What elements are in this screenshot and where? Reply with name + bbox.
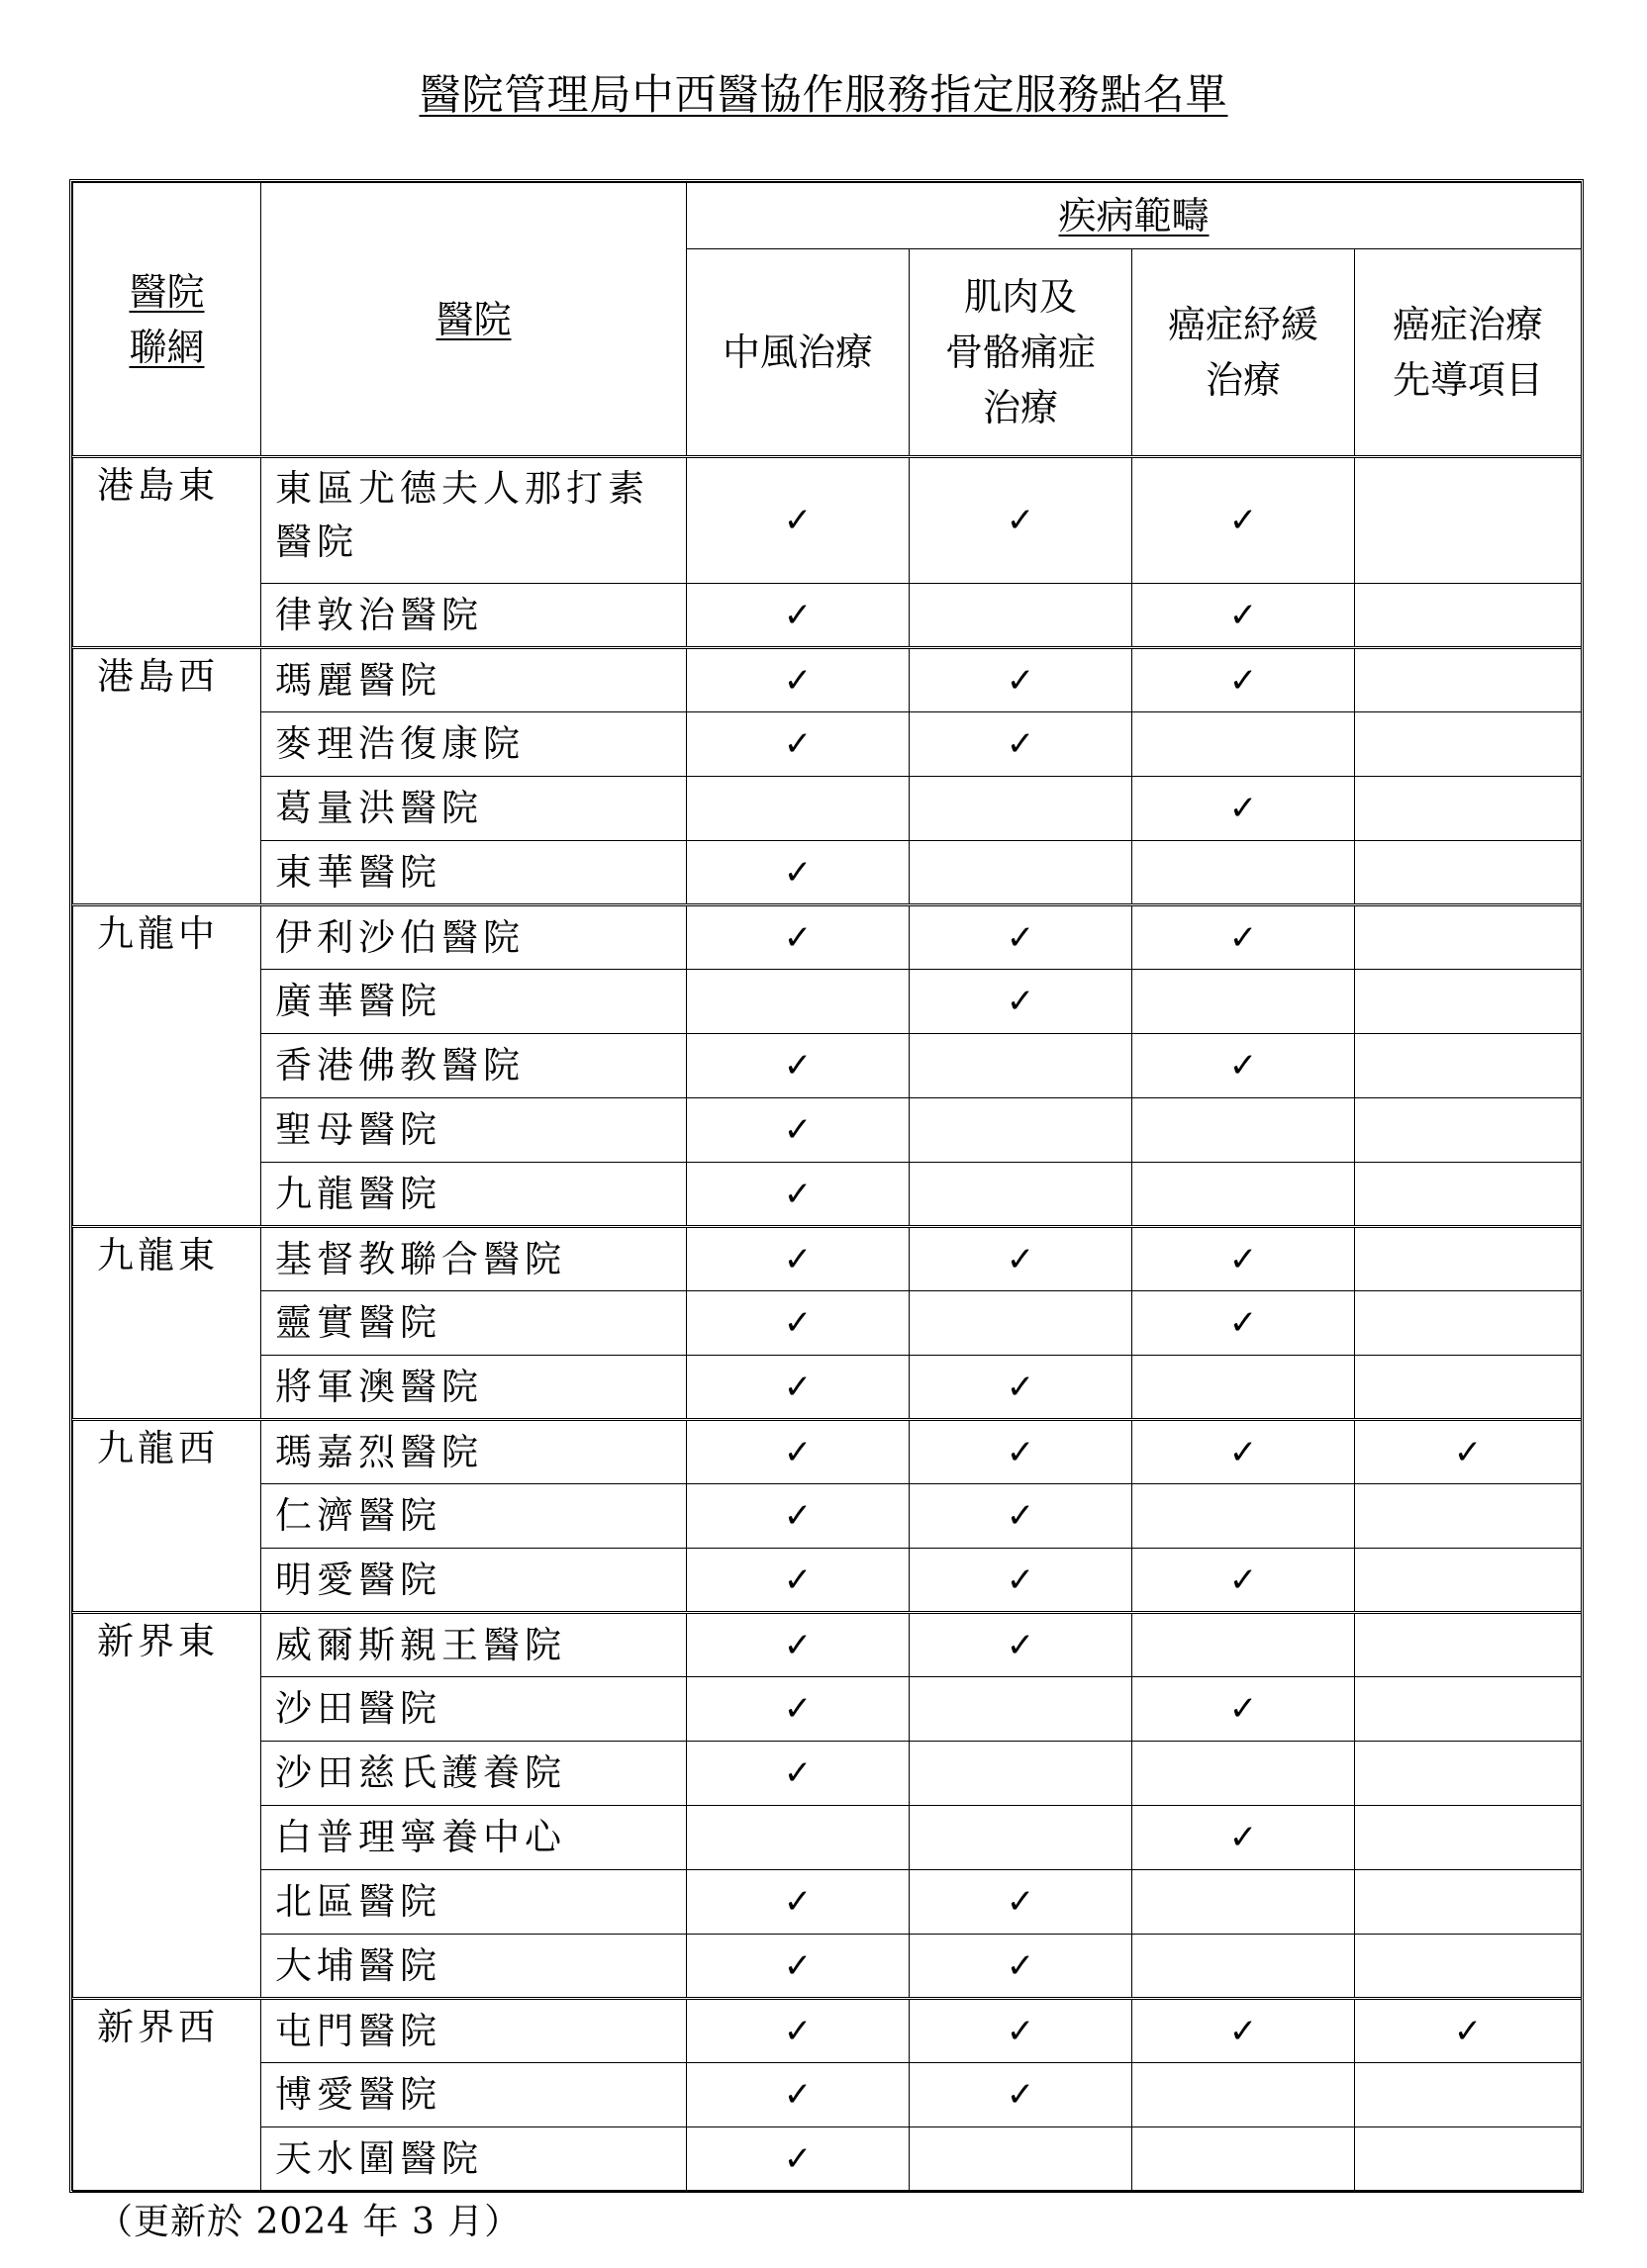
checkmark-icon: ✓ — [783, 1110, 813, 1150]
service-cell — [1355, 1677, 1582, 1742]
service-cell — [1355, 777, 1582, 841]
service-cell — [1132, 584, 1355, 648]
checkmark-icon: ✓ — [1228, 1046, 1258, 1086]
service-cell — [1355, 1098, 1582, 1163]
service-cell — [1132, 648, 1355, 712]
checkmark-icon: ✓ — [783, 724, 813, 764]
hospital-name: 東華醫院 — [261, 841, 687, 905]
checkmark-icon: ✓ — [783, 1882, 813, 1922]
service-cell — [1132, 1742, 1355, 1806]
hospital-name: 靈實醫院 — [261, 1291, 687, 1356]
service-cell — [687, 1291, 910, 1356]
service-cell — [1132, 970, 1355, 1034]
hospital-name: 大埔醫院 — [261, 1935, 687, 1999]
service-cell — [1132, 2127, 1355, 2192]
disease-scope-header: 疾病範疇 — [687, 183, 1582, 249]
service-cell — [910, 2127, 1132, 2192]
service-cell — [910, 777, 1132, 841]
checkmark-icon: ✓ — [783, 2011, 813, 2051]
checkmark-icon: ✓ — [1006, 724, 1035, 764]
checkmark-icon: ✓ — [783, 2075, 813, 2115]
checkmark-icon: ✓ — [1228, 1432, 1258, 1472]
checkmark-icon: ✓ — [1006, 1945, 1035, 1986]
service-cell — [1355, 905, 1582, 970]
hospital-name: 麥理浩復康院 — [261, 712, 687, 777]
stroke-treatment-header: 中風治療 — [687, 249, 910, 457]
checkmark-icon: ✓ — [1228, 1239, 1258, 1279]
table-row — [73, 905, 1582, 970]
checkmark-icon: ✓ — [1453, 1432, 1483, 1472]
network-column-header: 醫院 聯網 — [73, 183, 261, 457]
checkmark-icon: ✓ — [1228, 660, 1258, 701]
service-cell — [910, 1291, 1132, 1356]
checkmark-icon: ✓ — [783, 1367, 813, 1407]
checkmark-icon: ✓ — [1453, 2011, 1483, 2051]
table-row — [73, 1806, 1582, 1870]
hospital-name: 仁濟醫院 — [261, 1484, 687, 1549]
hospital-column-header: 醫院 — [261, 183, 687, 457]
checkmark-icon: ✓ — [1228, 1559, 1258, 1600]
service-cell — [1355, 457, 1582, 584]
service-cell — [1355, 1870, 1582, 1935]
checkmark-icon: ✓ — [1006, 501, 1035, 540]
hospital-name: 葛量洪醫院 — [261, 777, 687, 841]
checkmark-icon: ✓ — [1228, 595, 1258, 635]
service-cell — [1132, 2063, 1355, 2127]
table-row — [73, 1549, 1582, 1613]
service-cell — [1132, 777, 1355, 841]
hospital-name: 屯門醫院 — [261, 1999, 687, 2063]
service-cell — [687, 970, 910, 1034]
service-cell — [687, 777, 910, 841]
service-cell — [1355, 712, 1582, 777]
service-cell — [910, 648, 1132, 712]
musculoskeletal-pain-header: 肌肉及 骨骼痛症 治療 — [910, 249, 1132, 457]
hospital-name: 聖母醫院 — [261, 1098, 687, 1163]
service-cell — [1132, 1935, 1355, 1999]
service-cell — [687, 1806, 910, 1870]
checkmark-icon: ✓ — [783, 1559, 813, 1600]
service-cell — [1132, 1291, 1355, 1356]
service-cell — [687, 1677, 910, 1742]
service-cell — [1355, 1291, 1582, 1356]
table-row — [73, 1999, 1582, 2063]
service-cell — [910, 905, 1132, 970]
service-cell — [910, 1549, 1132, 1613]
service-cell — [910, 584, 1132, 648]
table-row — [73, 1484, 1582, 1549]
service-cell — [1355, 1613, 1582, 1677]
service-cell — [1132, 1484, 1355, 1549]
service-cell — [687, 1935, 910, 1999]
checkmark-icon: ✓ — [783, 1046, 813, 1086]
hospital-name: 廣華醫院 — [261, 970, 687, 1034]
hospital-name: 瑪麗醫院 — [261, 648, 687, 712]
network-name: 新界東 — [73, 1613, 261, 1999]
service-cell — [1355, 2127, 1582, 2192]
service-cell — [687, 1227, 910, 1291]
service-cell — [1132, 712, 1355, 777]
service-cell — [1355, 1935, 1582, 1999]
checkmark-icon: ✓ — [783, 660, 813, 701]
checkmark-icon: ✓ — [1006, 660, 1035, 701]
hospital-name: 沙田醫院 — [261, 1677, 687, 1742]
network-name: 港島西 — [73, 648, 261, 905]
service-cell — [1132, 1870, 1355, 1935]
service-cell — [1132, 1549, 1355, 1613]
hospital-name: 沙田慈氏護養院 — [261, 1742, 687, 1806]
hospital-name: 威爾斯親王醫院 — [261, 1613, 687, 1677]
service-cell — [1355, 1227, 1582, 1291]
service-cell — [687, 841, 910, 905]
network-name: 新界西 — [73, 1999, 261, 2192]
service-cell — [910, 1420, 1132, 1484]
service-cell — [1132, 841, 1355, 905]
checkmark-icon: ✓ — [1006, 1239, 1035, 1279]
service-cell — [910, 1870, 1132, 1935]
service-cell — [1355, 1549, 1582, 1613]
checkmark-icon: ✓ — [783, 1174, 813, 1214]
service-cell — [910, 457, 1132, 584]
service-cell — [687, 905, 910, 970]
service-cell — [1355, 1999, 1582, 2063]
table-row — [73, 777, 1582, 841]
service-cell — [1355, 1806, 1582, 1870]
service-cell — [687, 1420, 910, 1484]
checkmark-icon: ✓ — [1006, 1882, 1035, 1922]
table-row — [73, 1034, 1582, 1098]
table-row — [73, 841, 1582, 905]
table-row — [73, 1163, 1582, 1227]
cancer-palliative-header: 癌症紓緩 治療 — [1132, 249, 1355, 457]
table-row — [73, 1227, 1582, 1291]
page-title: 醫院管理局中西醫協作服務指定服務點名單 — [419, 70, 1228, 119]
service-cell — [910, 1613, 1132, 1677]
table-row — [73, 457, 1582, 584]
checkmark-icon: ✓ — [1006, 917, 1035, 958]
checkmark-icon: ✓ — [783, 1496, 813, 1536]
service-cell — [687, 712, 910, 777]
service-cell — [910, 1484, 1132, 1549]
checkmark-icon: ✓ — [1228, 917, 1258, 958]
table-row — [73, 1935, 1582, 1999]
checkmark-icon: ✓ — [1006, 2011, 1035, 2051]
service-cell — [687, 457, 910, 584]
checkmark-icon: ✓ — [783, 1432, 813, 1472]
hospital-name: 伊利沙伯醫院 — [261, 905, 687, 970]
service-cell — [1132, 1613, 1355, 1677]
service-cell — [910, 970, 1132, 1034]
service-cell — [687, 2127, 910, 2192]
table-row — [73, 2127, 1582, 2192]
service-cell — [910, 1742, 1132, 1806]
checkmark-icon: ✓ — [1006, 1496, 1035, 1536]
service-cell — [687, 1549, 910, 1613]
designated-service-points-table — [69, 179, 1584, 2193]
hospital-name: 律敦治醫院 — [261, 584, 687, 648]
network-name: 九龍東 — [73, 1227, 261, 1420]
service-cell — [687, 1870, 910, 1935]
service-cell — [1355, 970, 1582, 1034]
service-cell — [910, 1034, 1132, 1098]
hospital-name: 九龍醫院 — [261, 1163, 687, 1227]
service-cell — [1355, 2063, 1582, 2127]
service-cell — [1355, 648, 1582, 712]
service-cell — [687, 1742, 910, 1806]
table-row — [73, 1098, 1582, 1163]
checkmark-icon: ✓ — [1228, 2011, 1258, 2051]
service-cell — [687, 584, 910, 648]
service-cell — [910, 712, 1132, 777]
service-cell — [910, 1806, 1132, 1870]
checkmark-icon: ✓ — [783, 595, 813, 635]
checkmark-icon: ✓ — [1006, 1432, 1035, 1472]
hospital-name: 東區尤德夫人那打素醫院 — [261, 457, 687, 584]
service-cell — [1132, 1356, 1355, 1420]
checkmark-icon: ✓ — [783, 1625, 813, 1665]
hospital-name: 瑪嘉烈醫院 — [261, 1420, 687, 1484]
checkmark-icon: ✓ — [1006, 1559, 1035, 1600]
service-cell — [1355, 1742, 1582, 1806]
checkmark-icon: ✓ — [1006, 2075, 1035, 2115]
network-name: 九龍中 — [73, 905, 261, 1227]
service-cell — [1132, 1163, 1355, 1227]
table-row — [73, 584, 1582, 648]
checkmark-icon: ✓ — [1228, 789, 1258, 828]
service-cell — [1355, 1484, 1582, 1549]
hospital-name: 北區醫院 — [261, 1870, 687, 1935]
service-cell — [1355, 841, 1582, 905]
service-cell — [1132, 1420, 1355, 1484]
checkmark-icon: ✓ — [1006, 1625, 1035, 1665]
service-cell — [910, 1227, 1132, 1291]
network-name: 港島東 — [73, 457, 261, 648]
service-cell — [687, 1484, 910, 1549]
checkmark-icon: ✓ — [1228, 1689, 1258, 1729]
checkmark-icon: ✓ — [783, 852, 813, 893]
service-cell — [910, 841, 1132, 905]
service-cell — [687, 1098, 910, 1163]
service-cell — [1355, 584, 1582, 648]
hospital-name: 基督教聯合醫院 — [261, 1227, 687, 1291]
table-row — [73, 1613, 1582, 1677]
service-cell — [1132, 1098, 1355, 1163]
service-cell — [1132, 1806, 1355, 1870]
service-cell — [910, 1356, 1132, 1420]
service-cell — [1132, 1227, 1355, 1291]
checkmark-icon: ✓ — [783, 501, 813, 540]
table-row — [73, 1870, 1582, 1935]
checkmark-icon: ✓ — [1228, 501, 1258, 540]
table-row — [73, 2063, 1582, 2127]
service-cell — [1132, 457, 1355, 584]
checkmark-icon: ✓ — [783, 1239, 813, 1279]
service-cell — [910, 1163, 1132, 1227]
hospital-name: 白普理寧養中心 — [261, 1806, 687, 1870]
service-cell — [910, 2063, 1132, 2127]
service-cell — [1132, 1677, 1355, 1742]
service-cell — [1355, 1356, 1582, 1420]
service-cell — [687, 1034, 910, 1098]
checkmark-icon: ✓ — [783, 1303, 813, 1343]
service-cell — [687, 1613, 910, 1677]
cancer-pilot-header: 癌症治療 先導項目 — [1355, 249, 1582, 457]
table-row — [73, 1291, 1582, 1356]
service-cell — [1132, 1999, 1355, 2063]
service-cell — [687, 648, 910, 712]
service-cell — [687, 1356, 910, 1420]
table-row — [73, 1742, 1582, 1806]
service-cell — [1355, 1420, 1582, 1484]
service-cell — [910, 1935, 1132, 1999]
table-row — [73, 712, 1582, 777]
service-cell — [687, 1163, 910, 1227]
table-row — [73, 970, 1582, 1034]
table-row — [73, 1677, 1582, 1742]
checkmark-icon: ✓ — [783, 2139, 813, 2179]
checkmark-icon: ✓ — [1006, 982, 1035, 1021]
hospital-name: 明愛醫院 — [261, 1549, 687, 1613]
hospital-name: 天水圍醫院 — [261, 2127, 687, 2192]
service-cell — [910, 1677, 1132, 1742]
checkmark-icon: ✓ — [783, 1945, 813, 1986]
checkmark-icon: ✓ — [783, 1753, 813, 1793]
checkmark-icon: ✓ — [1228, 1818, 1258, 1857]
service-cell — [687, 1999, 910, 2063]
hospital-name: 博愛醫院 — [261, 2063, 687, 2127]
service-cell — [1355, 1163, 1582, 1227]
checkmark-icon: ✓ — [783, 917, 813, 958]
hospital-name: 將軍澳醫院 — [261, 1356, 687, 1420]
checkmark-icon: ✓ — [1228, 1303, 1258, 1343]
table-row — [73, 648, 1582, 712]
service-cell — [1132, 1034, 1355, 1098]
network-name: 九龍西 — [73, 1420, 261, 1613]
service-cell — [687, 2063, 910, 2127]
service-cell — [910, 1098, 1132, 1163]
service-cell — [1355, 1034, 1582, 1098]
table-row — [73, 1356, 1582, 1420]
hospital-name: 香港佛教醫院 — [261, 1034, 687, 1098]
table-row — [73, 1420, 1582, 1484]
checkmark-icon: ✓ — [1006, 1367, 1035, 1407]
update-note: （更新於 2024 年 3 月） — [97, 2202, 522, 2242]
service-cell — [1132, 905, 1355, 970]
checkmark-icon: ✓ — [783, 1689, 813, 1729]
service-cell — [910, 1999, 1132, 2063]
